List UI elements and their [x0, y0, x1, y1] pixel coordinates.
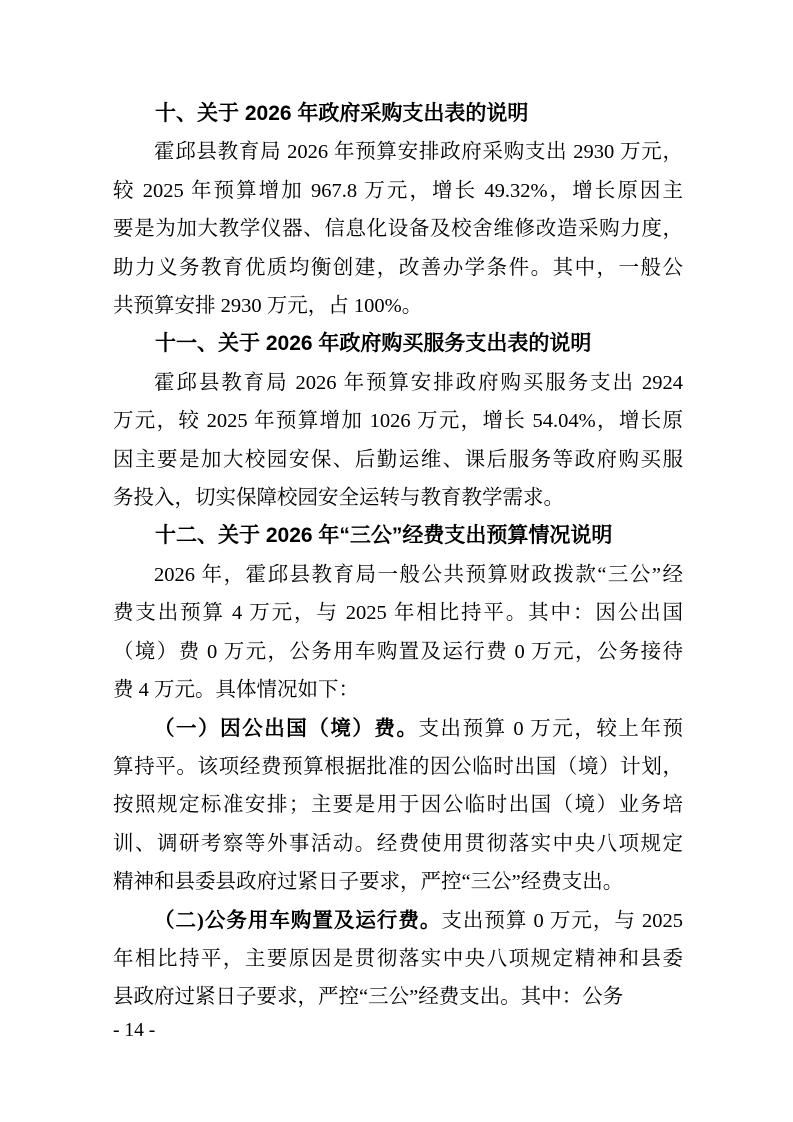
paragraph-line: 按照规定标准安排；主要是用于因公临时出国（境）业务培 — [113, 794, 683, 817]
paragraph-line: 费支出预算 4 万元，与 2025 年相比持平。其中：因公出国 — [113, 602, 683, 625]
paragraph-line: 共预算安排 2930 万元，占 100%。 — [113, 295, 423, 318]
paragraph-line: 算持平。该项经费预算根据批准的因公临时出国（境）计划， — [113, 755, 683, 778]
paragraph-line: 务投入，切实保障校园安全运转与教育教学需求。 — [113, 487, 564, 510]
paragraph-line: 费 4 万元。具体情况如下： — [113, 679, 359, 702]
paragraph-line: （境）费 0 万元，公务用车购置及运行费 0 万元，公务接待 — [113, 640, 683, 663]
section-heading: 十一、关于 2026 年政府购买服务支出表的说明 — [155, 332, 592, 356]
paragraph-lead: （一）因公出国（境）费。 — [154, 717, 419, 740]
paragraph-line: 助力义务教育优质均衡创建，改善办学条件。其中，一般公 — [113, 256, 683, 279]
section-heading: 十二、关于 2026 年“三公”经费支出预算情况说明 — [155, 524, 613, 548]
paragraph-line: （一）因公出国（境）费。支出预算 0 万元，较上年预 — [154, 717, 683, 740]
paragraph-line: 精神和县委县政府过紧日子要求，严控“三公”经费支出。 — [113, 871, 624, 894]
paragraph-line: （二)公务用车购置及运行费。支出预算 0 万元，与 2025 — [154, 909, 684, 932]
paragraph-line: 较 2025 年预算增加 967.8 万元，增长 49.32%，增长原因主 — [113, 179, 683, 202]
paragraph-line: 万元，较 2025 年预算增加 1026 万元，增长 54.04%，增长原 — [113, 410, 683, 433]
paragraph-line: 因主要是加大校园安保、后勤运维、课后服务等政府购买服 — [113, 448, 683, 471]
paragraph-line: 2026 年，霍邱县教育局一般公共预算财政拨款“三公”经 — [154, 563, 683, 586]
paragraph-line: 训、调研考察等外事活动。经费使用贯彻落实中央八项规定 — [113, 832, 683, 855]
section-heading: 十、关于 2026 年政府采购支出表的说明 — [155, 102, 529, 125]
page-number: - 14 - — [113, 1020, 156, 1041]
paragraph-line: 年相比持平，主要原因是贯彻落实中央八项规定精神和县委 — [113, 947, 683, 970]
document-body — [113, 95, 683, 1017]
paragraph-lead: （二)公务用车购置及运行费。 — [154, 909, 442, 932]
paragraph-line: 县政府过紧日子要求，严控“三公”经费支出。其中：公务 — [113, 986, 624, 1009]
paragraph-line: 霍邱县教育局 2026 年预算安排政府采购支出 2930 万元， — [154, 141, 683, 164]
paragraph-line: 霍邱县教育局 2026 年预算安排政府购买服务支出 2924 — [154, 371, 683, 394]
paragraph-line: 要是为加大教学仪器、信息化设备及校舍维修改造采购力度， — [113, 218, 683, 241]
